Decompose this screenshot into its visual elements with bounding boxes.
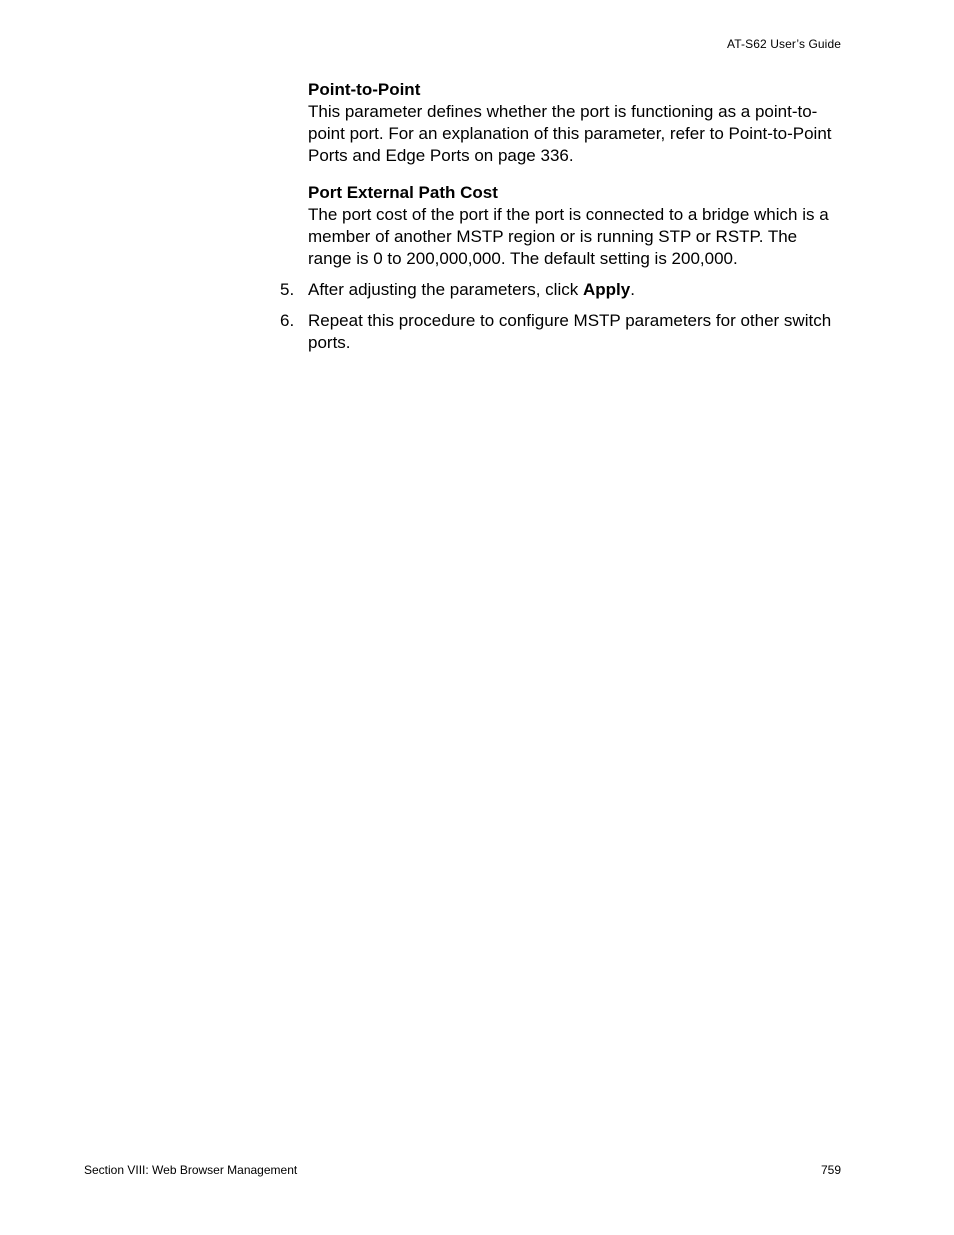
step-number: 5. — [280, 280, 295, 299]
step-number: 6. — [280, 311, 295, 330]
param-title: Point-to-Point — [308, 80, 421, 99]
step-5 — [280, 279, 844, 301]
step-text: Repeat this procedure to configure MSTP parameters for other switch ports. — [308, 311, 832, 352]
param-point-to-point — [308, 79, 844, 167]
param-description: The port cost of the port if the port is connected to a bridge which is a member of another MSTP region or is running STP or RSTP. The range is 0 to 200,000,000. The default setting is 200,000. — [308, 205, 829, 268]
apply-emphasis: Apply — [582, 280, 631, 299]
footer-section: Section VIII: Web Browser Management — [84, 1163, 298, 1177]
step-text — [308, 279, 844, 301]
param-port-external-path-cost — [308, 182, 844, 270]
running-header: AT-S62 User’s Guide — [727, 37, 841, 51]
page-number: 759 — [820, 1163, 841, 1177]
param-title: Port External Path Cost — [308, 183, 498, 202]
step-text-before: After adjusting the parameters, click — [308, 280, 583, 299]
step-text-after: . — [630, 280, 635, 299]
param-description: This parameter defines whether the port is functioning as a point-to-point port. For an explanation of this parameter, refer to Point-to-Point Ports and Edge Ports on page 336. — [308, 102, 832, 165]
step-6 — [280, 310, 844, 354]
